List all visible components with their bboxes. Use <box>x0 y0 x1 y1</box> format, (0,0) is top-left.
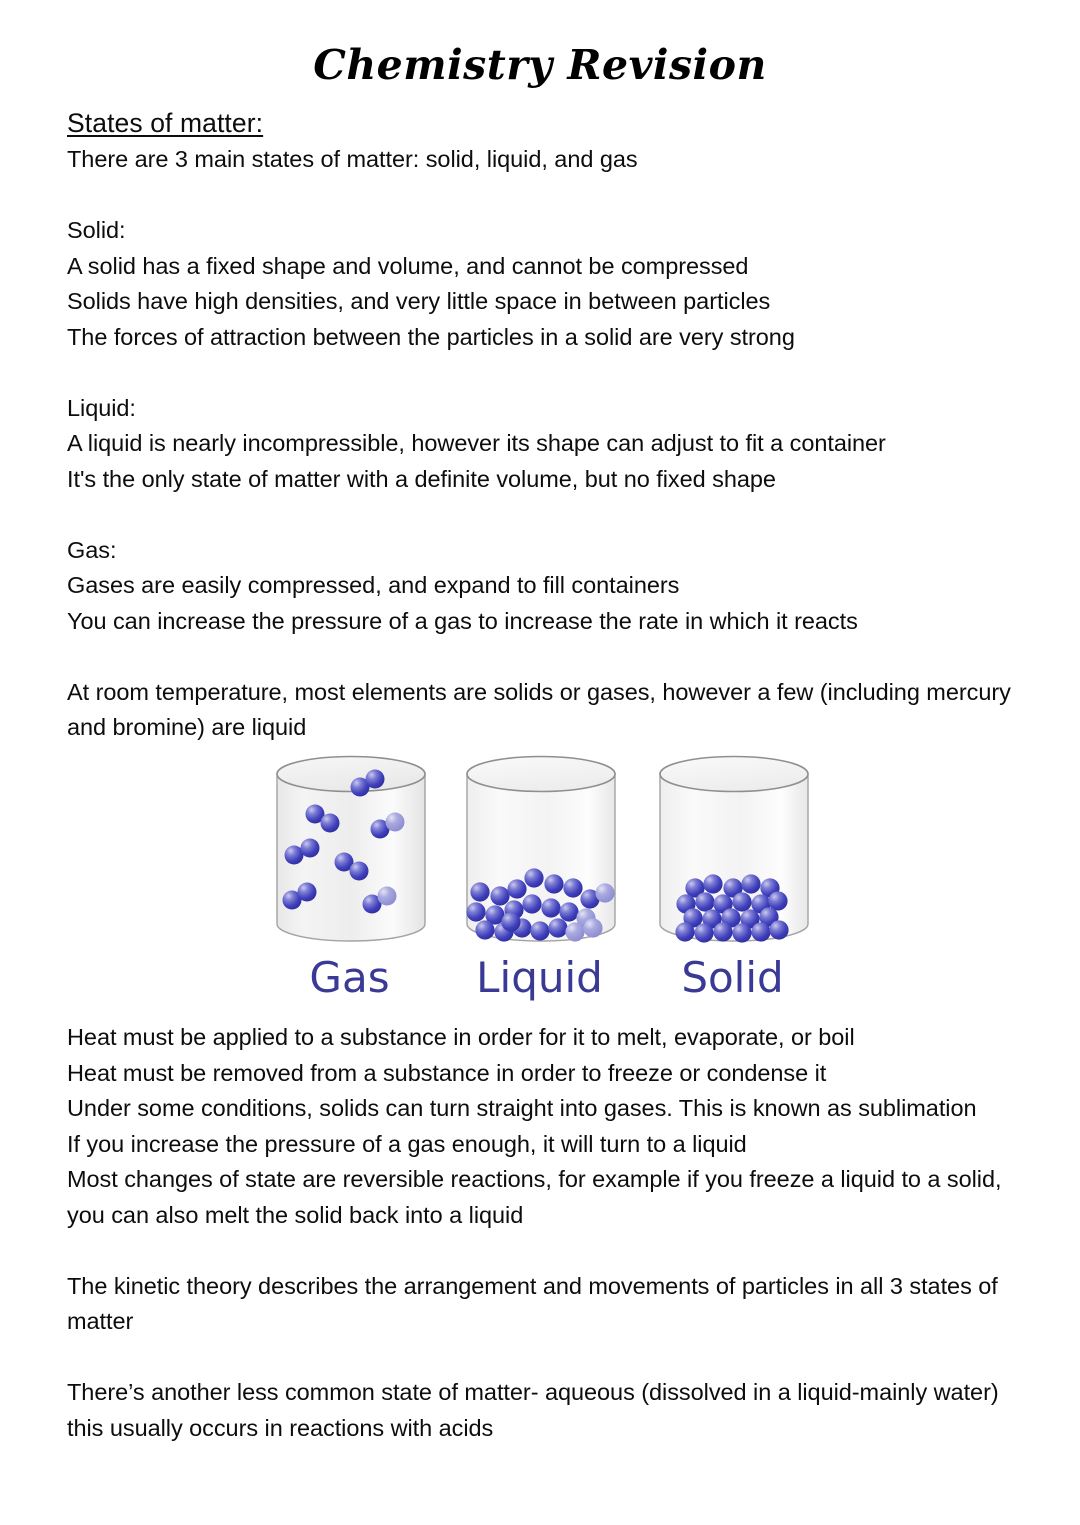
cylinder-gas <box>272 752 430 1002</box>
upper-text-block <box>67 106 1011 746</box>
aqueous-text: There’s another less common state of matter- aqueous (dissolved in a liquid-mainly water) this usually occurs in reactions with acids <box>67 1379 999 1441</box>
cylinder-label-solid: Solid <box>681 953 784 1002</box>
cylinder-top <box>467 757 615 792</box>
gas-line-2: You can increase the pressure of a gas to increase the rate in which it reacts <box>67 607 858 634</box>
lower-text-block <box>67 1020 1027 1446</box>
liquid-line-2: It's the only state of matter with a definite volume, but no fixed shape <box>67 465 776 492</box>
solid-line-3: The forces of attraction between the particles in a solid are very strong <box>67 323 795 350</box>
states-of-matter-diagram <box>0 752 1080 1020</box>
spacer <box>67 355 1011 391</box>
change-line-4: If you increase the pressure of a gas enough, it will turn to a liquid <box>67 1130 747 1157</box>
gas-block <box>67 533 1011 640</box>
change-line-3: Under some conditions, solids can turn straight into gases. This is known as sublimation <box>67 1095 977 1121</box>
spacer <box>67 639 1011 675</box>
spacer <box>67 1340 1027 1376</box>
kinetic-theory-text: The kinetic theory describes the arrangement and movements of particles in all 3 states of matter <box>67 1272 998 1334</box>
gas-label: Gas: <box>67 536 117 563</box>
page-title: Chemistry Revision <box>313 41 767 89</box>
gas-line-1: Gases are easily compressed, and expand to fill containers <box>67 572 680 598</box>
room-temperature-paragraph <box>67 675 1011 746</box>
cylinder-solid <box>655 752 813 1002</box>
spacer <box>67 1233 1027 1269</box>
change-line-5: Most changes of state are reversible reactions, for example if you freeze a liquid to a solid, you can also melt the solid back into a liquid <box>67 1166 1002 1228</box>
room-temperature-text: At room temperature, most elements are solids or gases, however a few (including mercury and bromine) are liquid <box>67 678 1011 740</box>
solid-label: Solid: <box>67 217 126 243</box>
gas-cylinder-illustration <box>272 752 430 952</box>
intro-line: There are 3 main states of matter: solid, liquid, and gas <box>67 146 638 172</box>
section-heading-states-of-matter: States of matter: <box>67 108 264 138</box>
cylinder-label-liquid: Liquid <box>476 953 603 1002</box>
changes-of-state-list <box>67 1020 1027 1233</box>
solid-cylinder-illustration <box>655 752 813 952</box>
liquid-block <box>67 391 1011 498</box>
intro-paragraph <box>67 142 1011 178</box>
kinetic-theory-paragraph <box>67 1269 1027 1340</box>
solid-block <box>67 213 1011 355</box>
solid-line-1: A solid has a fixed shape and volume, and cannot be compressed <box>67 252 749 279</box>
cylinder-label-gas: Gas <box>309 953 390 1002</box>
liquid-label: Liquid: <box>67 394 136 421</box>
spacer <box>67 497 1011 533</box>
change-line-2: Heat must be removed from a substance in order to freeze or condense it <box>67 1059 827 1086</box>
solid-line-2: Solids have high densities, and very little space in between particles <box>67 288 771 314</box>
liquid-line-1: A liquid is nearly incompressible, however its shape can adjust to fit a container <box>67 430 886 456</box>
cylinder-liquid <box>462 752 620 1002</box>
solid-particles <box>675 874 788 942</box>
aqueous-paragraph <box>67 1375 1027 1446</box>
liquid-cylinder-illustration <box>462 752 620 952</box>
spacer <box>67 178 1011 214</box>
cylinder-top <box>660 757 808 792</box>
change-line-1: Heat must be applied to a substance in order for it to melt, evaporate, or boil <box>67 1024 855 1050</box>
